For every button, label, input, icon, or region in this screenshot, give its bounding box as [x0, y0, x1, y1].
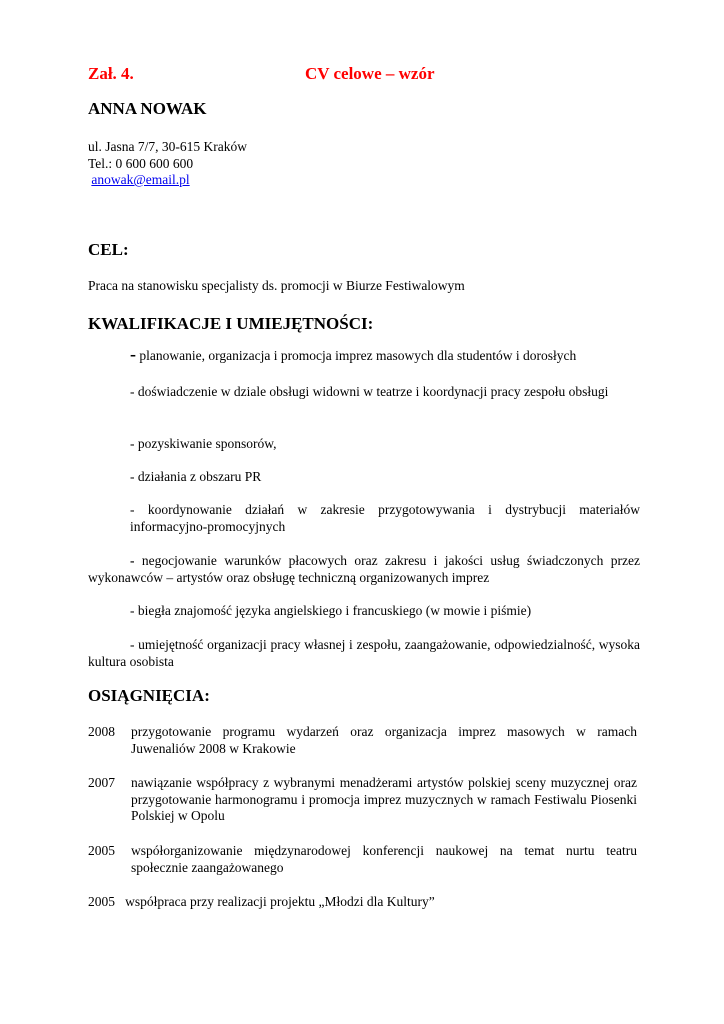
skill-item: - negocjowanie warunków płacowych oraz zakresu i jakości usług świadczonych przez wykonawców – artystów oraz obsługę techniczną organizowanych imprez — [88, 553, 641, 585]
achievement-item — [88, 724, 637, 757]
achievement-text: współpraca przy realizacji projektu „Młodzi dla Kultury” — [125, 894, 435, 909]
skill-item: - doświadczenie w dziale obsługi widowni w teatrze i koordynacji pracy zespołu obsługi — [130, 384, 609, 399]
achievement-text: nawiązanie współpracy z wybranymi menadżerami artystów polskiej sceny muzycznej oraz przygotowanie harmonogramu i promocja imprez muzycznych w ramach Festiwalu Piosenki Polskiej w Opolu — [131, 775, 637, 823]
skill-item: - planowanie, organizacja i promocja imprez masowych dla studentów i dorosłych — [130, 344, 577, 364]
skill-item: - umiejętność organizacji pracy własnej i zespołu, zaangażowanie, odpowiedzialność, wysoka kultura osobista — [88, 637, 640, 669]
achievement-year: 2005 — [88, 894, 115, 909]
candidate-name: ANNA NOWAK — [88, 99, 207, 118]
achievement-item — [88, 894, 435, 911]
goal-heading: CEL: — [88, 240, 129, 259]
achievements-heading: OSIĄGNIĘCIA: — [88, 686, 210, 705]
skill-item: - koordynowanie działań w zakresie przygotowywania i dystrybucji materiałów informacyjno-promocyjnych — [130, 502, 640, 534]
goal-text: Praca na stanowisku specjalisty ds. promocji w Biurze Festiwalowym — [88, 278, 465, 293]
attachment-label: Zał. 4. — [88, 64, 134, 83]
skill-item: - działania z obszaru PR — [130, 469, 262, 484]
skill-item: - biegła znajomość języka angielskiego i francuskiego (w mowie i piśmie) — [130, 603, 532, 618]
achievement-year: 2005 — [88, 843, 115, 858]
skills-heading: KWALIFIKACJE I UMIEJĘTNOŚCI: — [88, 314, 374, 333]
achievement-text: współorganizowanie międzynarodowej konferencji naukowej na temat nurtu teatru społecznie zaangażowanego — [131, 843, 637, 875]
email-link[interactable]: anowak@email.pl — [91, 172, 190, 187]
achievement-year: 2008 — [88, 724, 115, 739]
address: ul. Jasna 7/7, 30-615 Kraków — [88, 139, 247, 154]
contact-block — [88, 139, 247, 189]
skill-item: - pozyskiwanie sponsorów, — [130, 436, 277, 451]
achievement-year: 2007 — [88, 775, 115, 790]
achievement-text: przygotowanie programu wydarzeń oraz organizacja imprez masowych w ramach Juwenaliów 2008 w Krakowie — [131, 724, 637, 756]
achievement-item — [88, 843, 637, 876]
phone: Tel.: 0 600 600 600 — [88, 155, 194, 171]
achievement-item — [88, 775, 637, 825]
document-title: CV celowe – wzór — [305, 64, 435, 83]
